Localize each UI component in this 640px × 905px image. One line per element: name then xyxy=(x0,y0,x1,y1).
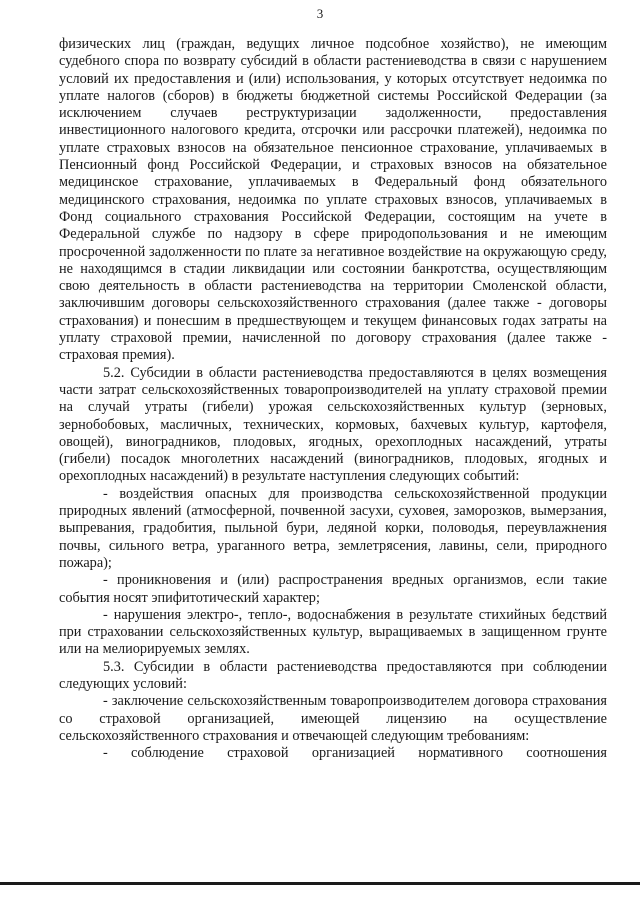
list-item-insurance-contract: - заключение сельскохозяйственным товаропроизводителем договора страхования со страховой организацией, имеющей лицензию на осуществление сельскохозяйственного страхования и отвечающей следующим требованиям: xyxy=(59,693,607,744)
list-item-utility-disruption: - нарушения электро-, тепло-, водоснабжения в результате стихийных бедствий при страховании сельскохозяйственных культур, выращиваемых в защищенном грунте или на мелиорируемых землях. xyxy=(59,606,607,658)
paragraph-eligibility-continuation: физических лиц (граждан, ведущих личное подсобное хозяйство), не имеющим судебного спора по возврату субсидий в области растениеводства в связи с нарушением условий их предоставления и (или) использования, у которых отсутствует недоимка по уплате налогов (сборов) в бюджеты бюджетной системы Российской Федерации (за исключением случаев реструктуризации задолженности, предоставления инвестиционного налогового кредита, отсрочки или рассрочки платежей), недоимка по уплате страховых взносов на обязательное пенсионное страхование, уплачиваемых в Пенсионный фонд Российской Федерации, и страховых взносов на обязательное медицинское страхование, уплачиваемых в Федеральный фонд обязательного медицинского страхования, недоимка по уплате страховых взносов, уплачиваемых в Фонд социального страхования Российской Федерации, состоящим на учете в Федеральной службе по надзору в сфере природопользования и не имеющим просроченной задолженности по плате за негативное воздействие на окружающую среду, не находящимся в стадии ликвидации или состоянии банкротства, осуществляющим свою деятельность в области растениеводства на территории Смоленской области, заключившим договоры сельскохозяйственного страхования (далее также - договоры страхования) и понесшим в предшествующем и текущем финансовых годах затраты на уплату страховой премии, начисленной по договору страхования (далее также - страховая премия). xyxy=(59,36,607,364)
list-item-natural-events: - воздействия опасных для производства сельскохозяйственной продукции природных явлений (атмосферной, почвенной засухи, суховея, заморозков, вымерзания, выпревания, градобития, пыльной бури, ледяной корки, половодья, переувлажнения почвы, сильного ветра, ураганного ветра, землетрясения, лавины, сели, природного пожара); xyxy=(59,485,607,571)
list-item-harmful-organisms: - проникновения и (или) распространения вредных организмов, если такие события носят эпифитотический характер; xyxy=(59,572,607,606)
bottom-rule xyxy=(0,882,640,885)
page-number: 3 xyxy=(316,6,324,21)
list-item-normative-ratio: - соблюдение страховой организацией нормативного соотношения xyxy=(103,745,607,762)
document-body xyxy=(59,36,607,762)
paragraph-5-3: 5.3. Субсидии в области растениеводства предоставляются при соблюдении следующих условий: xyxy=(59,658,607,692)
paragraph-5-2: 5.2. Субсидии в области растениеводства предоставляются в целях возмещения части затрат сельскохозяйственных товаропроизводителей на уплату страховой премии на случай утраты (гибели) урожая сельскохозяйственных культур (зерновых, зернобобовых, масличных, технических, кормовых, бахчевых культур, картофеля, овощей), виноградников, плодовых, ягодных, орехоплодных насаждений, утраты (гибели) посадок многолетних насаждений (виноградников, плодовых, ягодных и орехоплодных насаждений) в результате наступления следующих событий: xyxy=(59,364,607,485)
